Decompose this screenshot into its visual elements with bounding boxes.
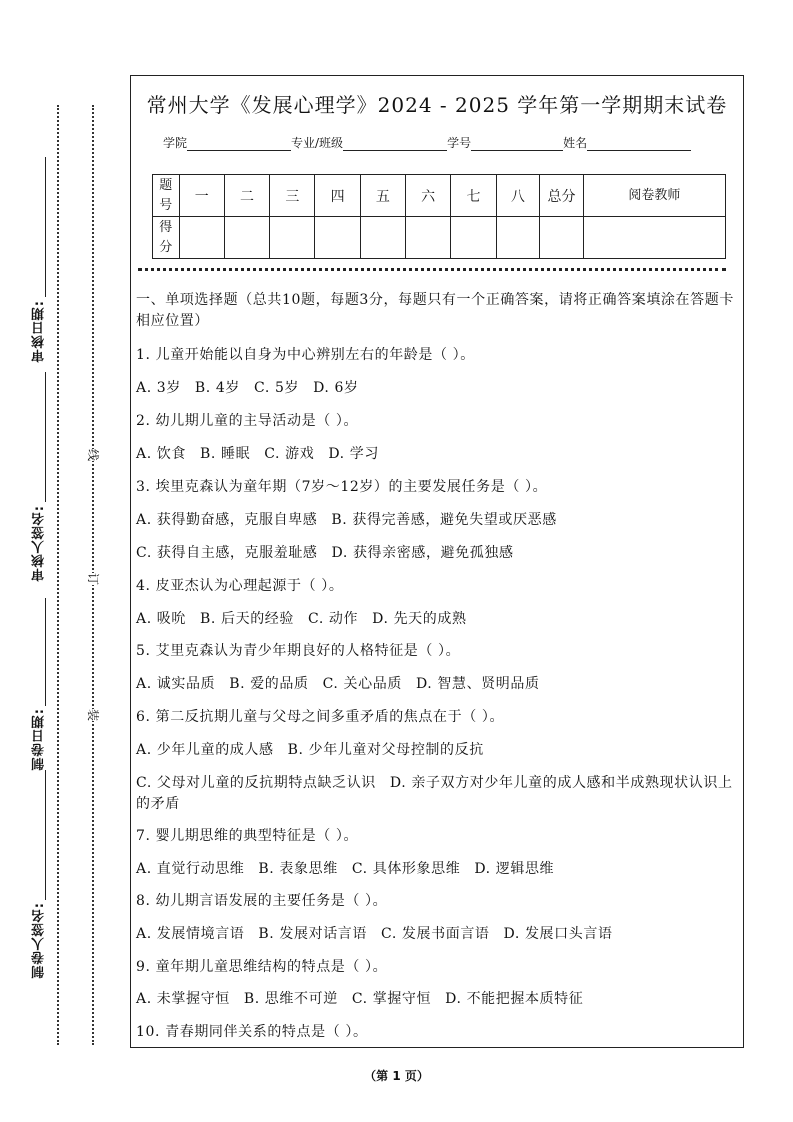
binding-char-line: 线 (86, 448, 101, 462)
option[interactable]: C. 发展书面言语 (381, 926, 490, 942)
option[interactable]: A. 直觉行动思维 (136, 861, 245, 877)
score-table-col-8: 八 (496, 175, 540, 217)
make-date-label: 制卷日期: (32, 708, 47, 771)
student-id-blank[interactable] (471, 138, 563, 151)
score-table-col-1: 一 (179, 175, 224, 217)
option[interactable]: B. 思维不可逆 (243, 991, 338, 1007)
make-sign-label: 制卷人签名: (32, 902, 47, 979)
option[interactable]: D. 发展口头言语 (503, 926, 613, 942)
option[interactable]: C. 5岁 (254, 380, 300, 396)
score-table-col-4: 四 (315, 175, 360, 217)
score-cell[interactable] (360, 217, 405, 259)
margin-dotted-line-left (57, 105, 59, 1045)
review-sign-label: 审核人签名: (32, 505, 47, 582)
score-table (152, 174, 726, 259)
score-table-col-total: 总分 (540, 175, 584, 217)
dotted-separator (138, 268, 726, 271)
score-table-col-6: 六 (406, 175, 451, 217)
score-table-col-grader: 阅卷教师 (583, 175, 725, 217)
section-heading: 一、单项选择题（总共10题，每题3分，每题只有一个正确答案，请将正确答案填涂在答题卡相应位置） (136, 292, 734, 329)
name-field (563, 134, 691, 151)
question-3-options-ab (136, 510, 557, 531)
question-10: 10. 青春期同伴关系的特点是（ ）。 (136, 1024, 368, 1040)
option[interactable]: A. 诚实品质 (136, 676, 216, 692)
option[interactable]: B. 4岁 (194, 380, 241, 396)
binding-char-zhuang: 装 (86, 708, 101, 722)
option[interactable]: C. 获得自主感，克服羞耻感 (136, 545, 318, 561)
option[interactable]: A. 饮食 (136, 446, 187, 462)
major-blank[interactable] (343, 138, 447, 151)
score-table-score-row (153, 217, 726, 259)
question-1-options (136, 378, 359, 399)
score-table-col-7: 七 (451, 175, 496, 217)
student-id-field (447, 134, 563, 151)
review-date-label: 审核日期: (32, 300, 47, 363)
page-number: （第 1 页） (364, 1069, 429, 1083)
margin-sign-line-4 (45, 770, 46, 900)
option[interactable]: B. 后天的经验 (200, 611, 295, 627)
margin-sign-line-2 (45, 372, 46, 502)
score-cell[interactable] (496, 217, 540, 259)
option[interactable]: A. 吸吮 (136, 611, 187, 627)
score-cell-total[interactable] (540, 217, 584, 259)
score-table-header-row (153, 175, 726, 217)
option[interactable]: B. 爱的品质 (229, 676, 309, 692)
margin-sign-line-3 (45, 598, 46, 706)
option[interactable]: D. 先天的成熟 (372, 611, 467, 627)
option[interactable]: D. 亲子双方对少年儿童的成人感和半成熟现状认识上的矛盾 (136, 775, 733, 812)
exam-title: 常州大学《发展心理学》2024 - 2025 学年第一学期期末试卷 (146, 93, 728, 117)
option[interactable]: C. 关心品质 (322, 676, 402, 692)
option[interactable]: C. 动作 (308, 611, 359, 627)
question-4-options (136, 609, 467, 630)
question-7-options (136, 859, 554, 880)
option[interactable]: B. 睡眠 (200, 446, 251, 462)
question-5: 5. 艾里克森认为青少年期良好的人格特征是（ ）。 (136, 643, 461, 659)
question-1: 1. 儿童开始能以自身为中心辨别左右的年龄是（ ）。 (136, 347, 475, 363)
score-cell-grader[interactable] (583, 217, 725, 259)
option[interactable]: D. 6岁 (313, 380, 359, 396)
option[interactable]: D. 智慧、贤明品质 (415, 676, 540, 692)
option[interactable]: A. 3岁 (136, 380, 181, 396)
question-6: 6. 第二反抗期儿童与父母之间多重矛盾的焦点在于（ ）。 (136, 709, 505, 725)
option[interactable]: A. 未掌握守恒 (136, 991, 230, 1007)
question-3-options-cd (136, 543, 514, 564)
question-5-options (136, 674, 540, 695)
option[interactable]: C. 游戏 (264, 446, 315, 462)
question-4: 4. 皮亚杰认为心理起源于（ ）。 (136, 578, 344, 594)
question-9-options (136, 989, 583, 1010)
question-7: 7. 婴儿期思维的典型特征是（ ）。 (136, 828, 359, 844)
question-8-options (136, 924, 613, 945)
student-id-label: 学号 (447, 136, 472, 150)
name-label: 姓名 (563, 136, 588, 150)
question-6-options-cd (136, 773, 737, 815)
score-cell[interactable] (270, 217, 315, 259)
name-blank[interactable] (587, 138, 691, 151)
score-cell[interactable] (179, 217, 224, 259)
option[interactable]: B. 少年儿童对父母控制的反抗 (287, 742, 484, 758)
score-table-col-3: 三 (270, 175, 315, 217)
option[interactable]: C. 具体形象思维 (351, 861, 461, 877)
option[interactable]: B. 获得完善感，避免失望或厌恶感 (331, 512, 557, 528)
score-table-row1-label: 题号 (153, 175, 180, 217)
exam-frame (130, 75, 744, 1048)
score-table-col-5: 五 (360, 175, 405, 217)
student-info-row (163, 134, 691, 151)
major-label: 专业/班级 (291, 136, 344, 150)
question-2: 2. 幼儿期儿童的主导活动是（ ）。 (136, 413, 359, 429)
score-cell[interactable] (315, 217, 360, 259)
score-cell[interactable] (451, 217, 496, 259)
option[interactable]: B. 发展对话言语 (258, 926, 368, 942)
option[interactable]: D. 逻辑思维 (474, 861, 555, 877)
question-9: 9. 童年期儿童思维结构的特点是（ ）。 (136, 959, 388, 975)
margin-sign-line-1 (45, 157, 46, 297)
binding-char-ding: 订 (86, 572, 101, 586)
option[interactable]: A. 少年儿童的成人感 (136, 742, 274, 758)
option[interactable]: A. 获得勤奋感，克服自卑感 (136, 512, 318, 528)
question-6-options-ab (136, 740, 484, 761)
question-8: 8. 幼儿期言语发展的主要任务是（ ）。 (136, 893, 388, 909)
major-field (291, 134, 447, 151)
score-table-col-2: 二 (224, 175, 269, 217)
option[interactable]: B. 表象思维 (258, 861, 338, 877)
option[interactable]: D. 获得亲密感，避免孤独感 (331, 545, 514, 561)
college-label: 学院 (163, 136, 188, 150)
option[interactable]: C. 掌握守恒 (351, 991, 432, 1007)
question-3: 3. 埃里克森认为童年期（7岁～12岁）的主要发展任务是（ ）。 (136, 479, 548, 495)
option[interactable]: C. 父母对儿童的反抗期特点缺乏认识 (136, 775, 376, 791)
score-table-row2-label: 得分 (153, 217, 180, 259)
question-2-options (136, 444, 379, 465)
option[interactable]: D. 学习 (328, 446, 379, 462)
score-cell[interactable] (406, 217, 451, 259)
option[interactable]: D. 不能把握本质特征 (445, 991, 584, 1007)
option[interactable]: A. 发展情境言语 (136, 926, 245, 942)
score-cell[interactable] (224, 217, 269, 259)
college-blank[interactable] (187, 138, 291, 151)
college-field (163, 134, 291, 151)
